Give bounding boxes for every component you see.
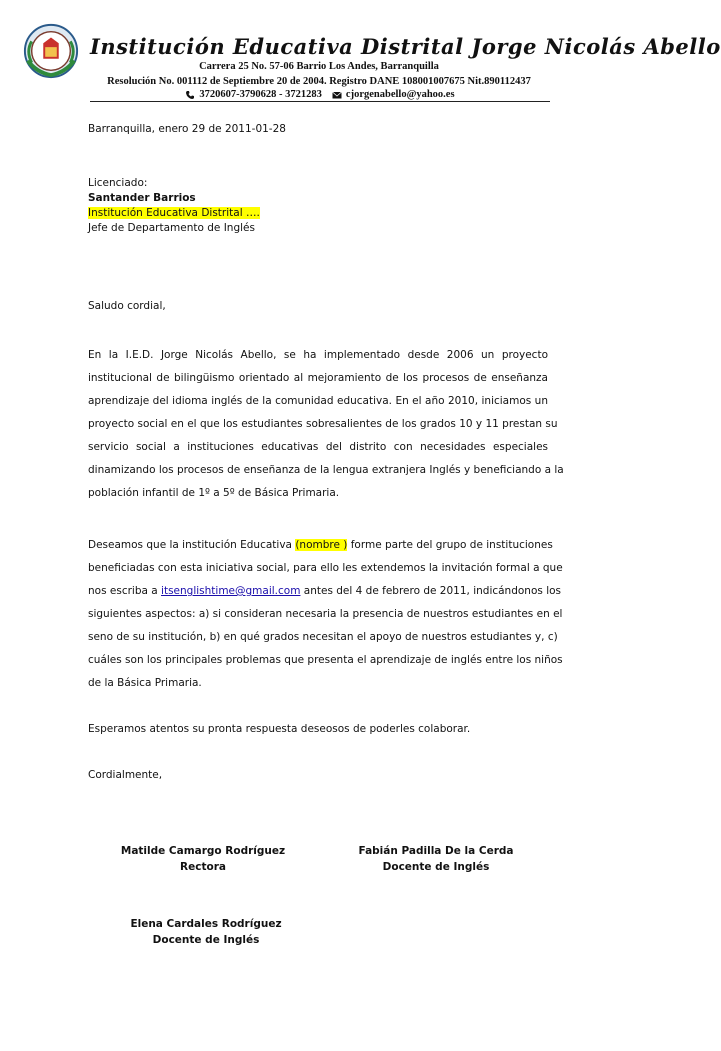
phone-icon [185, 90, 195, 100]
signature-teacher-1 [350, 843, 522, 875]
signer-role: Rectora [180, 861, 226, 873]
paragraph-line: cuáles son los principales problemas que presenta el aprendizaje de inglés entre los niños [88, 654, 563, 666]
paragraph-project [88, 348, 564, 509]
text-run: Deseamos que la institución Educativa [88, 539, 296, 551]
text-run: nos escriba a [88, 585, 162, 597]
paragraph-line [88, 538, 553, 561]
recipient-institution [88, 206, 260, 221]
signature-rector [112, 843, 294, 875]
recipient-position: Jefe de Departamento de Inglés [88, 222, 255, 234]
paragraph-line: aprendizaje del idioma inglés de la comunidad educativa. En el año 2010, iniciamos un [88, 395, 548, 407]
institution-title: Institución Educativa Distrital Jorge Nicolás Abello [90, 34, 721, 59]
signer-role: Docente de Inglés [382, 861, 490, 873]
paragraph-line: En la I.E.D. Jorge Nicolás Abello, se ha implementado desde 2006 un proyecto [88, 349, 548, 361]
paragraph-line: seno de su institución, b) en qué grados necesitan el apoyo de nuestros estudiantes y, c) [88, 631, 558, 643]
signature-teacher-2 [120, 916, 292, 948]
letter-date: Barranquilla, enero 29 de 2011-01-28 [88, 123, 286, 135]
paragraph-line: proyecto social en el que los estudiantes sobresalientes de los grados 10 y 11 prestan su [88, 418, 558, 430]
paragraph-line: de la Básica Primaria. [88, 677, 202, 689]
signer-name: Fabián Padilla De la Cerda [358, 845, 514, 857]
email-link[interactable]: itsenglishtime@gmail.com [161, 585, 301, 597]
recipient-title: Licenciado: [88, 177, 148, 189]
institution-contact [170, 89, 470, 100]
closing-line: Esperamos atentos su pronta respuesta deseosos de poderles colaborar. [88, 723, 471, 735]
contact-phones: 3720607-3790628 - 3721283 [199, 89, 322, 100]
paragraph-line: población infantil de 1º a 5º de Básica Primaria. [88, 487, 340, 499]
paragraph-line [88, 584, 562, 607]
paragraph-line: beneficiadas con esta iniciativa social, para ello les extendemos la invitación formal a que [88, 562, 563, 574]
text-run: forme parte del grupo de instituciones [347, 539, 553, 551]
header-divider [90, 101, 550, 102]
signer-name: Matilde Camargo Rodríguez [120, 845, 286, 857]
recipient-name: Santander Barrios [88, 192, 196, 204]
signer-role: Docente de Inglés [152, 934, 260, 946]
farewell: Cordialmente, [88, 769, 163, 781]
school-crest-icon [22, 22, 80, 80]
signer-name: Elena Cardales Rodríguez [130, 918, 282, 930]
contact-email[interactable]: cjorgenabello@yahoo.es [345, 89, 455, 100]
institution-address: Carrera 25 No. 57-06 Barrio Los Andes, Barranquilla [199, 61, 439, 72]
paragraph-line: servicio social a instituciones educativas del distrito con necesidades especiales [88, 441, 548, 453]
greeting: Saludo cordial, [88, 300, 166, 312]
paragraph-invitation [88, 538, 563, 699]
text-run: antes del 4 de febrero de 2011, indicándonos los [300, 585, 562, 597]
mail-icon [332, 90, 342, 100]
institution-resolution: Resolución No. 001112 de Septiembre 20 de 2004. Registro DANE 108001007675 Nit.890112437 [107, 76, 531, 87]
paragraph-line: dinamizando los procesos de enseñanza de la lengua extranjera Inglés y beneficiando a la [88, 464, 564, 476]
paragraph-line: siguientes aspectos: a) si consideran necesaria la presencia de nuestros estudiantes en el [88, 608, 563, 620]
institution-name-placeholder: (nombre ) [295, 539, 348, 551]
recipient-institution-highlight: Institución Educativa Distrital …. [88, 207, 260, 219]
paragraph-line: institucional de bilingüismo orientado al mejoramiento de los procesos de enseñanza [88, 372, 548, 384]
